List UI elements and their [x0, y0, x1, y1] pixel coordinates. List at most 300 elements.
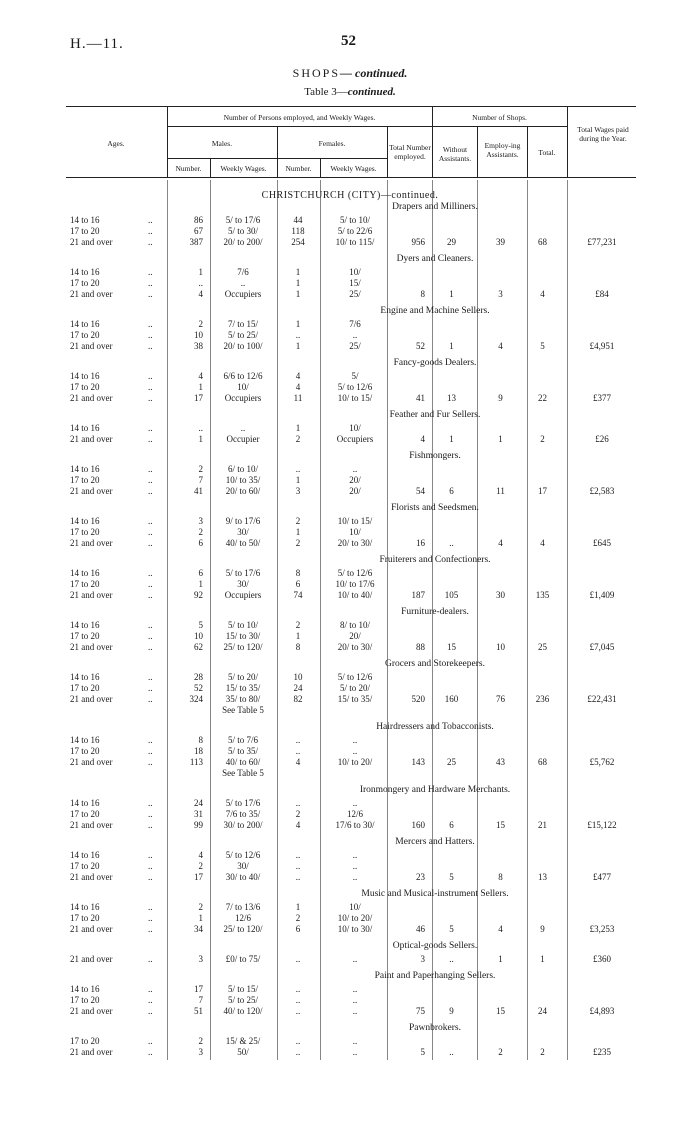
female-number-cell: 24 — [293, 683, 303, 693]
total-wages-cell: £7,045 — [589, 642, 615, 652]
total-wages-cell: £22,431 — [587, 694, 617, 704]
table-row — [0, 620, 700, 631]
total-wages-cell: £26 — [595, 434, 609, 444]
header-shops-group: Number of Shops. — [472, 113, 527, 122]
male-weekly-wages-cell: 15/ to 35/ — [225, 683, 261, 693]
header-male-weekly-wages: Weekly Wages. — [220, 164, 267, 173]
female-weekly-wages-cell: .. — [352, 1036, 358, 1046]
header-total-employed: Total Number employed. — [389, 143, 431, 161]
male-weekly-wages-cell: 20/ to 200/ — [223, 237, 263, 247]
shops-total-cell: 236 — [535, 694, 550, 704]
table-row — [0, 568, 700, 579]
table-row — [0, 735, 700, 746]
header-bottom-rule — [66, 177, 636, 178]
total-wages-cell: £235 — [593, 1047, 611, 1057]
header-males: Males. — [211, 139, 233, 148]
subtitle-text: Table 3— — [304, 86, 348, 98]
male-number-cell: 8 — [198, 735, 203, 745]
title-text: SHOPS — [292, 66, 340, 80]
female-number-cell: .. — [295, 984, 301, 994]
shops-employing-assistants-cell: 1 — [498, 954, 503, 964]
table-row — [0, 226, 700, 237]
age-cell: 14 to 16 — [70, 516, 100, 526]
dots-cell: .. — [148, 423, 153, 433]
male-number-cell: 2 — [198, 1036, 203, 1046]
male-number-cell: 2 — [198, 861, 203, 871]
age-cell: 21 and over — [70, 1006, 113, 1016]
female-number-cell: 1 — [295, 475, 301, 485]
header-top-rule — [66, 106, 636, 107]
dots-cell: .. — [148, 820, 153, 830]
male-weekly-wages-cell: Occupiers — [224, 289, 262, 299]
table-row — [0, 1036, 700, 1047]
total-wages-cell: £84 — [595, 289, 609, 299]
female-weekly-wages-cell: .. — [352, 464, 358, 474]
female-weekly-wages-cell: .. — [352, 798, 358, 808]
total-wages-cell: £2,583 — [589, 486, 615, 496]
male-number-cell: 6 — [198, 568, 203, 578]
age-cell: 21 and over — [70, 590, 113, 600]
female-number-cell: .. — [295, 798, 301, 808]
dots-cell: .. — [148, 954, 153, 964]
shops-without-assistants-cell: 105 — [444, 590, 459, 600]
table-row — [0, 434, 700, 445]
shops-without-assistants-cell: 6 — [449, 820, 454, 830]
total-employed-cell: 3 — [420, 954, 425, 964]
table-row — [0, 683, 700, 694]
female-weekly-wages-cell: 5/ to 20/ — [339, 683, 370, 693]
total-employed-cell: 187 — [411, 590, 425, 600]
total-wages-cell: £377 — [593, 393, 611, 403]
dots-cell: .. — [148, 683, 153, 693]
dots-cell: .. — [148, 995, 153, 1005]
age-cell: 17 to 20 — [70, 809, 100, 819]
female-number-cell: .. — [295, 330, 301, 340]
male-weekly-wages-cell: 40/ to 120/ — [223, 1006, 263, 1016]
dots-cell: .. — [148, 527, 153, 537]
header-female-number: Number. — [285, 164, 312, 173]
female-weekly-wages-cell: .. — [352, 861, 358, 871]
female-weekly-wages-cell: .. — [352, 746, 358, 756]
male-number-cell: 67 — [194, 226, 203, 236]
male-weekly-wages-cell: 20/ to 100/ — [223, 341, 263, 351]
age-cell: 21 and over — [70, 694, 113, 704]
shops-employing-assistants-cell: 43 — [496, 757, 505, 767]
female-number-cell: 254 — [291, 237, 305, 247]
table-row — [0, 954, 700, 965]
female-weekly-wages-cell: .. — [352, 1006, 358, 1016]
table-row — [0, 267, 700, 278]
dots-cell: .. — [148, 371, 153, 381]
category-heading: Paint and Paperhanging Sellers. — [374, 971, 496, 981]
shops-without-assistants-cell: 6 — [449, 486, 454, 496]
dots-cell: .. — [148, 757, 153, 767]
female-weekly-wages-cell: .. — [352, 954, 358, 964]
female-weekly-wages-cell: 20/ to 30/ — [337, 642, 373, 652]
total-employed-cell: 23 — [416, 872, 425, 882]
male-weekly-wages-cell: 5/ to 20/ — [227, 672, 258, 682]
shops-without-assistants-cell: 13 — [447, 393, 456, 403]
shops-total-cell: 4 — [540, 289, 545, 299]
table-subtitle — [0, 86, 700, 98]
dots-cell: .. — [148, 631, 153, 641]
male-number-cell: 52 — [194, 683, 203, 693]
male-weekly-wages-cell: 5/ to 12/6 — [225, 850, 261, 860]
female-number-cell: 1 — [295, 319, 301, 329]
dots-cell: .. — [148, 341, 153, 351]
female-weekly-wages-cell: 10/ to 15/ — [337, 393, 373, 403]
shops-total-cell: 68 — [538, 237, 547, 247]
table-row — [0, 516, 700, 527]
male-number-cell: 6 — [198, 538, 203, 548]
age-cell: 14 to 16 — [70, 371, 100, 381]
table-row — [0, 527, 700, 538]
age-cell: 17 to 20 — [70, 475, 100, 485]
dots-cell: .. — [148, 735, 153, 745]
table-row — [0, 1006, 700, 1017]
male-number-cell: 1 — [198, 579, 203, 589]
age-cell: 21 and over — [70, 924, 113, 934]
male-weekly-wages-cell: 30/ — [237, 861, 249, 871]
dots-cell: .. — [148, 872, 153, 882]
male-number-cell: 4 — [198, 289, 203, 299]
female-number-cell: 82 — [293, 694, 303, 704]
shops-total-cell: 68 — [538, 757, 547, 767]
female-number-cell: .. — [295, 850, 301, 860]
male-weekly-wages-cell: 30/ — [237, 579, 249, 589]
category-heading: Pawnbrokers. — [409, 1023, 461, 1033]
male-number-cell: 3 — [198, 954, 203, 964]
shops-without-assistants-cell: .. — [449, 538, 454, 548]
female-weekly-wages-cell: .. — [352, 1047, 358, 1057]
age-cell: 21 and over — [70, 872, 113, 882]
shops-employing-assistants-cell: 9 — [498, 393, 503, 403]
dots-cell: .. — [148, 267, 153, 277]
male-number-cell: 17 — [194, 984, 203, 994]
female-number-cell: 1 — [295, 267, 301, 277]
female-number-cell: 2 — [295, 434, 301, 444]
table-row — [0, 995, 700, 1006]
female-weekly-wages-cell: .. — [352, 850, 358, 860]
total-employed-cell: 143 — [411, 757, 425, 767]
male-weekly-wages-cell: 5/ to 17/6 — [225, 798, 261, 808]
female-weekly-wages-cell: 10/ to 17/6 — [335, 579, 375, 589]
shops-employing-assistants-cell: 4 — [498, 538, 503, 548]
table-row — [0, 798, 700, 809]
female-weekly-wages-cell: 10/ to 20/ — [337, 913, 373, 923]
age-cell: 21 and over — [70, 1047, 113, 1057]
table-row — [0, 475, 700, 486]
male-number-cell: 51 — [194, 1006, 203, 1016]
total-employed-cell: 75 — [416, 1006, 425, 1016]
age-cell: 17 to 20 — [70, 746, 100, 756]
shops-total-cell: 25 — [538, 642, 547, 652]
female-number-cell: 2 — [295, 913, 301, 923]
total-wages-cell: £4,951 — [589, 341, 615, 351]
shops-employing-assistants-cell: 4 — [498, 341, 503, 351]
table-row — [0, 757, 700, 768]
total-wages-cell: £15,122 — [587, 820, 617, 830]
table-row — [0, 694, 700, 705]
table-row — [0, 590, 700, 601]
age-cell: 14 to 16 — [70, 984, 100, 994]
male-number-cell: 2 — [198, 527, 203, 537]
female-weekly-wages-cell: 10/ to 115/ — [335, 237, 375, 247]
table-row — [0, 423, 700, 434]
total-wages-cell: £4,893 — [589, 1006, 615, 1016]
male-weekly-wages-cell: 40/ to 60/ — [225, 757, 261, 767]
age-cell: 14 to 16 — [70, 620, 100, 630]
table-row — [0, 319, 700, 330]
female-number-cell: 4 — [295, 820, 301, 830]
shops-without-assistants-cell: 9 — [449, 1006, 454, 1016]
dots-cell: .. — [148, 382, 153, 392]
header-total-shops: Total. — [538, 148, 556, 157]
shops-employing-assistants-cell: 76 — [496, 694, 505, 704]
female-weekly-wages-cell: 5/ to 10/ — [339, 215, 370, 225]
table-row — [0, 393, 700, 404]
shops-total-cell: 21 — [538, 820, 547, 830]
shops-employing-assistants-cell: 3 — [498, 289, 503, 299]
category-heading: Grocers and Storekeepers. — [385, 659, 485, 669]
female-number-cell: .. — [295, 954, 301, 964]
female-number-cell: 4 — [295, 757, 301, 767]
dots-cell: .. — [148, 620, 153, 630]
age-cell: 21 and over — [70, 642, 113, 652]
age-cell: 17 to 20 — [70, 527, 100, 537]
age-cell: 17 to 20 — [70, 913, 100, 923]
female-number-cell: 4 — [295, 382, 301, 392]
female-weekly-wages-cell: 20/ to 30/ — [337, 538, 373, 548]
shops-without-assistants-cell: 5 — [449, 872, 454, 882]
total-wages-cell: £645 — [593, 538, 611, 548]
dots-cell: .. — [148, 516, 153, 526]
category-heading: Music and Musical-instrument Sellers. — [361, 889, 509, 899]
table-row — [0, 341, 700, 352]
table-row — [0, 631, 700, 642]
age-cell: 17 to 20 — [70, 631, 100, 641]
table-row — [0, 642, 700, 653]
table-row — [0, 237, 700, 248]
male-number-cell: 4 — [198, 850, 203, 860]
female-number-cell: 1 — [295, 631, 301, 641]
female-number-cell: 1 — [295, 423, 301, 433]
dots-cell: .. — [148, 579, 153, 589]
female-weekly-wages-cell: 10/ — [349, 902, 361, 912]
female-number-cell: 118 — [291, 226, 305, 236]
female-number-cell: .. — [295, 746, 301, 756]
shops-total-cell: 22 — [538, 393, 547, 403]
male-weekly-wages-cell: £0/ to 75/ — [225, 954, 261, 964]
shops-employing-assistants-cell: 1 — [498, 434, 503, 444]
total-wages-cell: £5,762 — [589, 757, 615, 767]
male-number-cell: 1 — [198, 913, 203, 923]
total-wages-cell: £477 — [593, 872, 611, 882]
table-row — [0, 579, 700, 590]
female-number-cell: 4 — [295, 371, 301, 381]
male-weekly-wages-cell: 25/ to 120/ — [223, 642, 263, 652]
age-cell: 14 to 16 — [70, 735, 100, 745]
shops-total-cell: 24 — [538, 1006, 547, 1016]
age-cell: 14 to 16 — [70, 850, 100, 860]
male-weekly-wages-cell: 5/ to 17/6 — [225, 568, 261, 578]
total-employed-cell: 54 — [416, 486, 425, 496]
female-weekly-wages-cell: 25/ — [349, 341, 361, 351]
header-mid-rule-shops — [432, 126, 567, 127]
age-cell: 14 to 16 — [70, 902, 100, 912]
table-row — [0, 705, 700, 716]
female-number-cell: 1 — [295, 902, 301, 912]
male-weekly-wages-cell: 7/ to 15/ — [227, 319, 258, 329]
female-weekly-wages-cell: 10/ — [349, 267, 361, 277]
male-number-cell: 1 — [198, 382, 203, 392]
dots-cell: .. — [148, 278, 153, 288]
dots-cell: .. — [148, 538, 153, 548]
shops-without-assistants-cell: 25 — [447, 757, 456, 767]
male-number-cell: 1 — [198, 267, 203, 277]
dots-cell: .. — [148, 319, 153, 329]
dots-cell: .. — [148, 1006, 153, 1016]
shops-without-assistants-cell: .. — [449, 1047, 454, 1057]
dots-cell: .. — [148, 798, 153, 808]
female-weekly-wages-cell: 12/6 — [346, 809, 363, 819]
male-weekly-wages-cell: 15/ & 25/ — [225, 1036, 261, 1046]
female-weekly-wages-cell: .. — [352, 984, 358, 994]
category-heading: Mercers and Hatters. — [395, 837, 475, 847]
page-number: 52 — [341, 33, 356, 49]
male-weekly-wages-cell: 6/ to 10/ — [227, 464, 258, 474]
table-row — [0, 330, 700, 341]
shops-without-assistants-cell: 15 — [447, 642, 456, 652]
subtitle-suffix: continued. — [347, 86, 396, 98]
male-number-cell: .. — [198, 278, 203, 288]
total-employed-cell: 52 — [416, 341, 425, 351]
female-number-cell: 1 — [295, 278, 301, 288]
shops-without-assistants-cell: 29 — [447, 237, 456, 247]
category-heading: Feather and Fur Sellers. — [389, 410, 481, 420]
dots-cell: .. — [148, 984, 153, 994]
male-number-cell: 7 — [198, 475, 203, 485]
shops-without-assistants-cell: 160 — [444, 694, 459, 704]
male-number-cell: 86 — [194, 215, 203, 225]
male-weekly-wages-cell: 7/6 — [237, 267, 249, 277]
age-cell: 21 and over — [70, 434, 113, 444]
male-weekly-wages-cell: 9/ to 17/6 — [225, 516, 261, 526]
age-cell: 21 and over — [70, 538, 113, 548]
male-number-cell: 2 — [198, 902, 203, 912]
female-weekly-wages-cell: 20/ — [349, 631, 361, 641]
header-mid-rule-persons — [167, 126, 432, 127]
city-heading: CHRISTCHURCH (CITY)—continued. — [261, 190, 439, 201]
total-employed-cell: 5 — [420, 1047, 425, 1057]
table-row — [0, 768, 700, 779]
shops-total-cell: 135 — [535, 590, 550, 600]
table-row — [0, 672, 700, 683]
age-cell: 21 and over — [70, 393, 113, 403]
shops-without-assistants-cell: 1 — [449, 289, 454, 299]
dots-cell: .. — [148, 464, 153, 474]
total-wages-cell: £1,409 — [589, 590, 615, 600]
shops-employing-assistants-cell: 11 — [496, 486, 505, 496]
table-row — [0, 486, 700, 497]
male-weekly-wages-cell: 7/ to 13/6 — [225, 902, 261, 912]
dots-cell: .. — [148, 1036, 153, 1046]
male-weekly-wages-cell: 5/ to 30/ — [227, 226, 258, 236]
female-weekly-wages-cell: 25/ — [349, 289, 361, 299]
male-number-cell: 38 — [194, 341, 203, 351]
female-number-cell: .. — [295, 1036, 301, 1046]
male-weekly-wages-cell: .. — [240, 423, 246, 433]
age-cell: 21 and over — [70, 237, 113, 247]
age-cell: 14 to 16 — [70, 568, 100, 578]
male-weekly-wages-cell: See Table 5 — [222, 705, 264, 715]
header-ages: Ages. — [107, 139, 125, 148]
male-number-cell: 387 — [189, 237, 203, 247]
female-number-cell: 44 — [293, 215, 303, 225]
shops-without-assistants-cell: 1 — [449, 341, 454, 351]
header-employing-assistants: Employ-ing Assistants. — [484, 141, 521, 159]
dots-cell: .. — [148, 924, 153, 934]
total-wages-cell: £3,253 — [589, 924, 615, 934]
category-heading: Fruiterers and Confectioners. — [379, 555, 491, 565]
shops-without-assistants-cell: 1 — [449, 434, 454, 444]
male-weekly-wages-cell: 10/ to 35/ — [225, 475, 261, 485]
shops-total-cell: 13 — [538, 872, 547, 882]
female-number-cell: .. — [295, 1006, 301, 1016]
female-weekly-wages-cell: 10/ to 15/ — [337, 516, 373, 526]
female-number-cell: .. — [295, 861, 301, 871]
dots-cell: .. — [148, 1047, 153, 1057]
dots-cell: .. — [148, 237, 153, 247]
female-weekly-wages-cell: 10/ — [349, 527, 361, 537]
table-row — [0, 746, 700, 757]
dots-cell: .. — [148, 393, 153, 403]
female-weekly-wages-cell: .. — [352, 995, 358, 1005]
male-number-cell: 92 — [194, 590, 203, 600]
male-number-cell: 24 — [194, 798, 203, 808]
female-weekly-wages-cell: 20/ — [349, 486, 361, 496]
male-number-cell: 3 — [198, 1047, 203, 1057]
age-cell: 17 to 20 — [70, 579, 100, 589]
shops-employing-assistants-cell: 15 — [496, 820, 505, 830]
age-cell: 17 to 20 — [70, 1036, 100, 1046]
category-heading: Fancy-goods Dealers. — [393, 358, 477, 368]
dots-cell: .. — [148, 902, 153, 912]
table-row — [0, 538, 700, 549]
header-without-assistants: Without Assistants. — [438, 145, 472, 163]
dots-cell: .. — [148, 694, 153, 704]
male-number-cell: 2 — [198, 464, 203, 474]
female-number-cell: 2 — [295, 620, 301, 630]
male-number-cell: 34 — [194, 924, 203, 934]
male-weekly-wages-cell: 5/ to 17/6 — [225, 215, 261, 225]
male-weekly-wages-cell: 5/ to 15/ — [227, 984, 258, 994]
male-number-cell: 31 — [194, 809, 203, 819]
category-heading: Ironmongery and Hardware Merchants. — [359, 785, 511, 795]
female-number-cell: 6 — [295, 924, 301, 934]
shops-employing-assistants-cell: 4 — [498, 924, 503, 934]
table-row — [0, 924, 700, 935]
age-cell: 21 and over — [70, 954, 113, 964]
female-number-cell: 6 — [295, 579, 301, 589]
female-weekly-wages-cell: 20/ — [349, 475, 361, 485]
table-row — [0, 809, 700, 820]
male-weekly-wages-cell: 30/ to 40/ — [225, 872, 261, 882]
male-number-cell: 18 — [194, 746, 203, 756]
female-weekly-wages-cell: 10/ to 30/ — [337, 924, 373, 934]
female-weekly-wages-cell: 5/ to 12/6 — [337, 672, 373, 682]
female-number-cell: 2 — [295, 809, 301, 819]
